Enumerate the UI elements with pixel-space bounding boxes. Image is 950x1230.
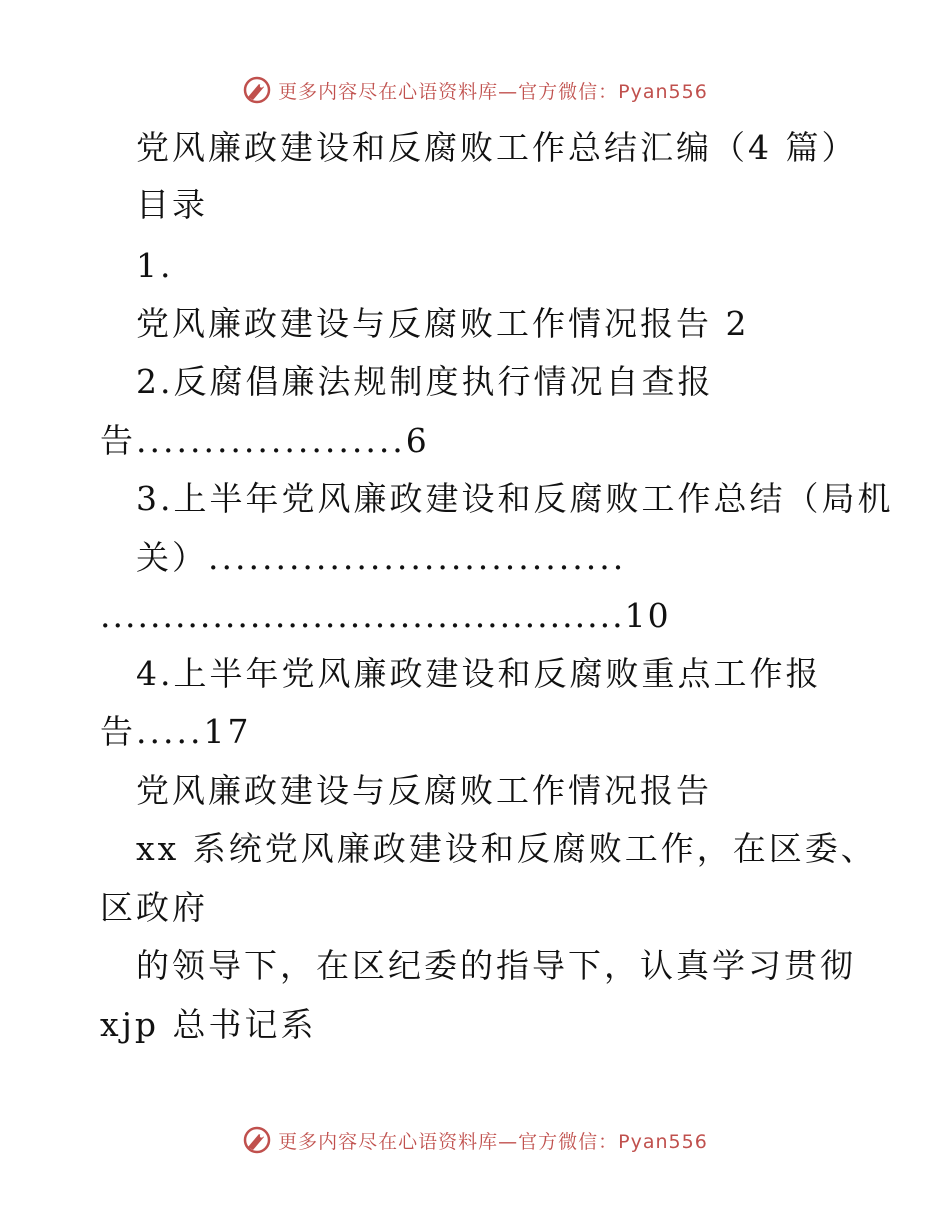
toc-entry-3-leader: ..........................................10 [100,596,671,635]
toc-entry-2-continued: 告....................6 [100,421,430,460]
body-paragraph-line-4: xjp 总书记系 [100,1005,317,1044]
watermark-text: 更多内容尽在心语资料库—官方微信：Pyan556 [278,80,708,103]
section-heading: 党风廉政建设与反腐败工作情况报告 [136,771,712,810]
toc-entry-3-continued: 关）............................... [136,538,627,577]
pen-nib-logo-icon [242,1125,272,1155]
watermark-text: 更多内容尽在心语资料库—官方微信：Pyan556 [278,1130,708,1153]
toc-entry-2: 2.反腐倡廉法规制度执行情况自查报 [136,362,714,401]
body-paragraph-line-1: xx 系统党风廉政建设和反腐败工作，在区委、 [136,829,877,868]
toc-entry-4: 4.上半年党风廉政建设和反腐败重点工作报 [136,654,822,693]
toc-heading: 目录 [136,185,208,224]
toc-entry-3: 3.上半年党风廉政建设和反腐败工作总结（局机 [136,479,894,518]
watermark-header [0,70,950,110]
toc-entry-1: 党风廉政建设与反腐败工作情况报告 2 [136,304,750,343]
body-paragraph-line-2: 区政府 [100,888,208,927]
watermark-footer [0,1120,950,1160]
body-paragraph-line-3: 的领导下，在区纪委的指导下，认真学习贯彻 [136,946,856,985]
toc-entry-4-continued: 告.....17 [100,712,252,751]
document-title: 党风廉政建设和反腐败工作总结汇编（4 篇） [136,128,858,167]
toc-entry-1-number: 1. [136,246,174,285]
pen-nib-logo-icon [242,75,272,105]
